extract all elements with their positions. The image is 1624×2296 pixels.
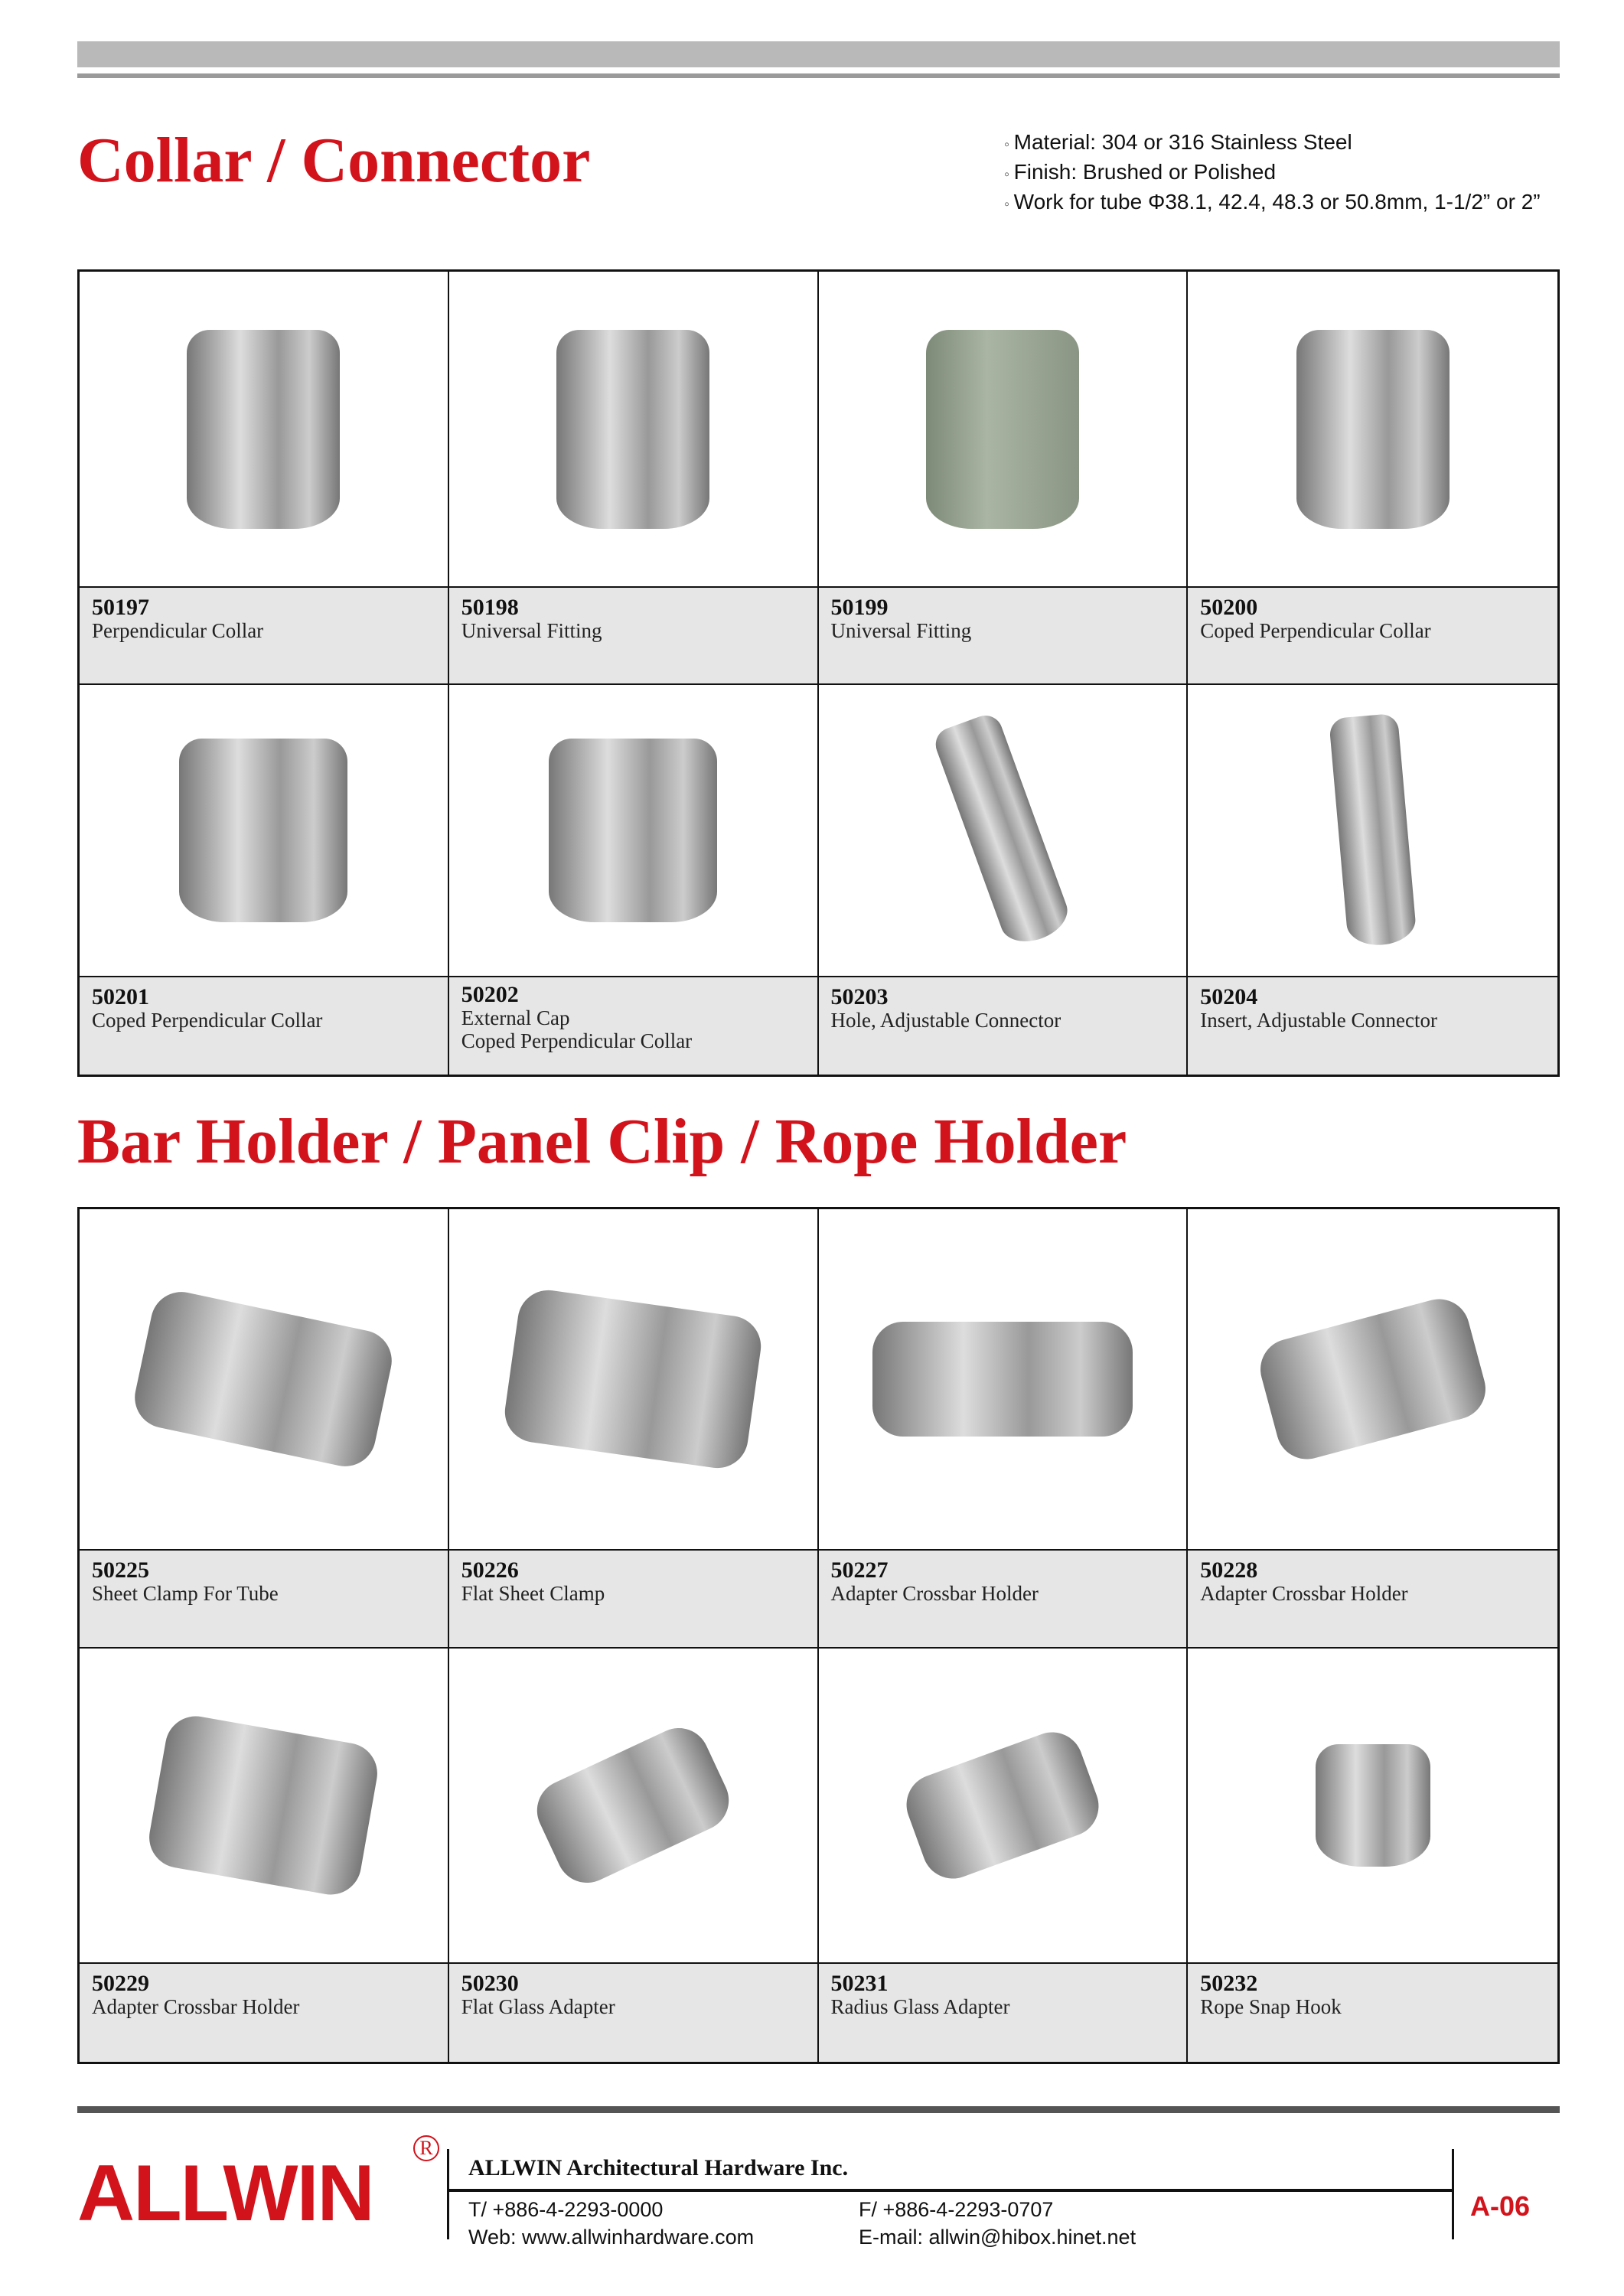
product-name: Coped Perpendicular Collar bbox=[1200, 619, 1431, 642]
product-code: 50197 bbox=[92, 595, 149, 620]
product-image bbox=[449, 272, 817, 588]
product-code: 50200 bbox=[1200, 595, 1258, 620]
product-card[interactable] bbox=[819, 1649, 1189, 2062]
spec-tube: ◦ Work for tube Φ38.1, 42.4, 48.3 or 50.8mm, 1-1/2” or 2” bbox=[1004, 188, 1541, 218]
section-title-bar-holder: Bar Holder / Panel Clip / Rope Holder bbox=[77, 1106, 1127, 1177]
product-card[interactable] bbox=[449, 1209, 819, 1649]
product-name: Coped Perpendicular Collar bbox=[92, 1009, 323, 1032]
product-name: Adapter Crossbar Holder bbox=[92, 1995, 300, 2018]
product-code: 50226 bbox=[461, 1557, 519, 1583]
section-title-collar: Collar / Connector bbox=[77, 125, 591, 196]
footer-fax: F/ +886-4-2293-0707 bbox=[859, 2198, 1054, 2221]
footer-hrule bbox=[448, 2189, 1453, 2192]
product-image bbox=[80, 1649, 448, 1964]
product-code: 50231 bbox=[830, 1971, 889, 1996]
product-name: Flat Sheet Clamp bbox=[461, 1582, 605, 1605]
product-card[interactable] bbox=[449, 272, 819, 685]
collar-product-grid bbox=[77, 269, 1560, 1077]
product-image bbox=[449, 1209, 817, 1551]
product-name: Universal Fitting bbox=[461, 619, 602, 642]
product-card[interactable] bbox=[1188, 1649, 1557, 2062]
product-name: Radius Glass Adapter bbox=[830, 1995, 1010, 2018]
product-card[interactable] bbox=[80, 272, 449, 685]
product-name: Perpendicular Collar bbox=[92, 619, 264, 642]
registered-mark-icon: R bbox=[413, 2135, 439, 2161]
product-image bbox=[1188, 685, 1557, 977]
product-image bbox=[449, 685, 817, 977]
product-card[interactable] bbox=[819, 685, 1189, 1075]
product-card[interactable] bbox=[1188, 685, 1557, 1075]
product-card[interactable] bbox=[80, 685, 449, 1075]
product-card[interactable] bbox=[1188, 1209, 1557, 1649]
product-name: External Cap bbox=[461, 1006, 570, 1029]
spec-finish: ◦ Finish: Brushed or Polished bbox=[1004, 158, 1541, 188]
footer-divider bbox=[1452, 2149, 1454, 2239]
product-image bbox=[80, 685, 448, 977]
product-code: 50228 bbox=[1200, 1557, 1258, 1583]
product-image bbox=[449, 1649, 817, 1964]
product-image bbox=[819, 1209, 1187, 1551]
product-card[interactable] bbox=[819, 272, 1189, 685]
product-name: Rope Snap Hook bbox=[1200, 1995, 1342, 2018]
page-number: A-06 bbox=[1470, 2190, 1531, 2222]
product-name: Flat Glass Adapter bbox=[461, 1995, 615, 2018]
product-image bbox=[819, 1649, 1187, 1964]
product-image bbox=[1188, 272, 1557, 588]
product-name: Adapter Crossbar Holder bbox=[1200, 1582, 1408, 1605]
spec-material: ◦ Material: 304 or 316 Stainless Steel bbox=[1004, 129, 1541, 158]
product-code: 50230 bbox=[461, 1971, 519, 1996]
header-bar bbox=[77, 41, 1560, 67]
product-code: 50227 bbox=[830, 1557, 889, 1583]
allwin-logo: ALLWIN bbox=[77, 2149, 373, 2238]
product-code: 50199 bbox=[830, 595, 889, 620]
footer-rule bbox=[77, 2106, 1560, 2113]
company-name: ALLWIN Architectural Hardware Inc. bbox=[468, 2155, 849, 2180]
spec-list bbox=[1004, 129, 1541, 218]
product-name: Hole, Adjustable Connector bbox=[830, 1009, 1061, 1032]
product-card[interactable] bbox=[80, 1649, 449, 2062]
product-card[interactable] bbox=[80, 1209, 449, 1649]
footer-divider bbox=[447, 2149, 449, 2239]
product-image bbox=[80, 1209, 448, 1551]
product-image bbox=[1188, 1649, 1557, 1964]
product-code: 50225 bbox=[92, 1557, 149, 1583]
product-code: 50201 bbox=[92, 984, 149, 1009]
product-name: Adapter Crossbar Holder bbox=[830, 1582, 1039, 1605]
product-name: Sheet Clamp For Tube bbox=[92, 1582, 279, 1605]
product-code: 50198 bbox=[461, 595, 519, 620]
product-name: Insert, Adjustable Connector bbox=[1200, 1009, 1437, 1032]
product-card[interactable] bbox=[819, 1209, 1189, 1649]
product-card[interactable] bbox=[449, 685, 819, 1075]
product-code: 50232 bbox=[1200, 1971, 1258, 1996]
holder-product-grid bbox=[77, 1207, 1560, 2064]
product-image bbox=[819, 685, 1187, 977]
product-code: 50229 bbox=[92, 1971, 149, 1996]
footer-web[interactable]: Web: www.allwinhardware.com bbox=[468, 2226, 755, 2249]
product-card[interactable] bbox=[449, 1649, 819, 2062]
product-image bbox=[819, 272, 1187, 588]
header-rule bbox=[77, 73, 1560, 78]
product-name: Universal Fitting bbox=[830, 619, 972, 642]
product-code: 50203 bbox=[830, 984, 889, 1009]
product-code: 50204 bbox=[1200, 984, 1258, 1009]
product-image bbox=[1188, 1209, 1557, 1551]
product-code: 50202 bbox=[461, 982, 519, 1007]
footer-email[interactable]: E-mail: allwin@hibox.hinet.net bbox=[859, 2226, 1136, 2249]
product-card[interactable] bbox=[1188, 272, 1557, 685]
footer-tel: T/ +886-4-2293-0000 bbox=[468, 2198, 664, 2221]
product-name-line2: Coped Perpendicular Collar bbox=[461, 1029, 693, 1052]
product-image bbox=[80, 272, 448, 588]
